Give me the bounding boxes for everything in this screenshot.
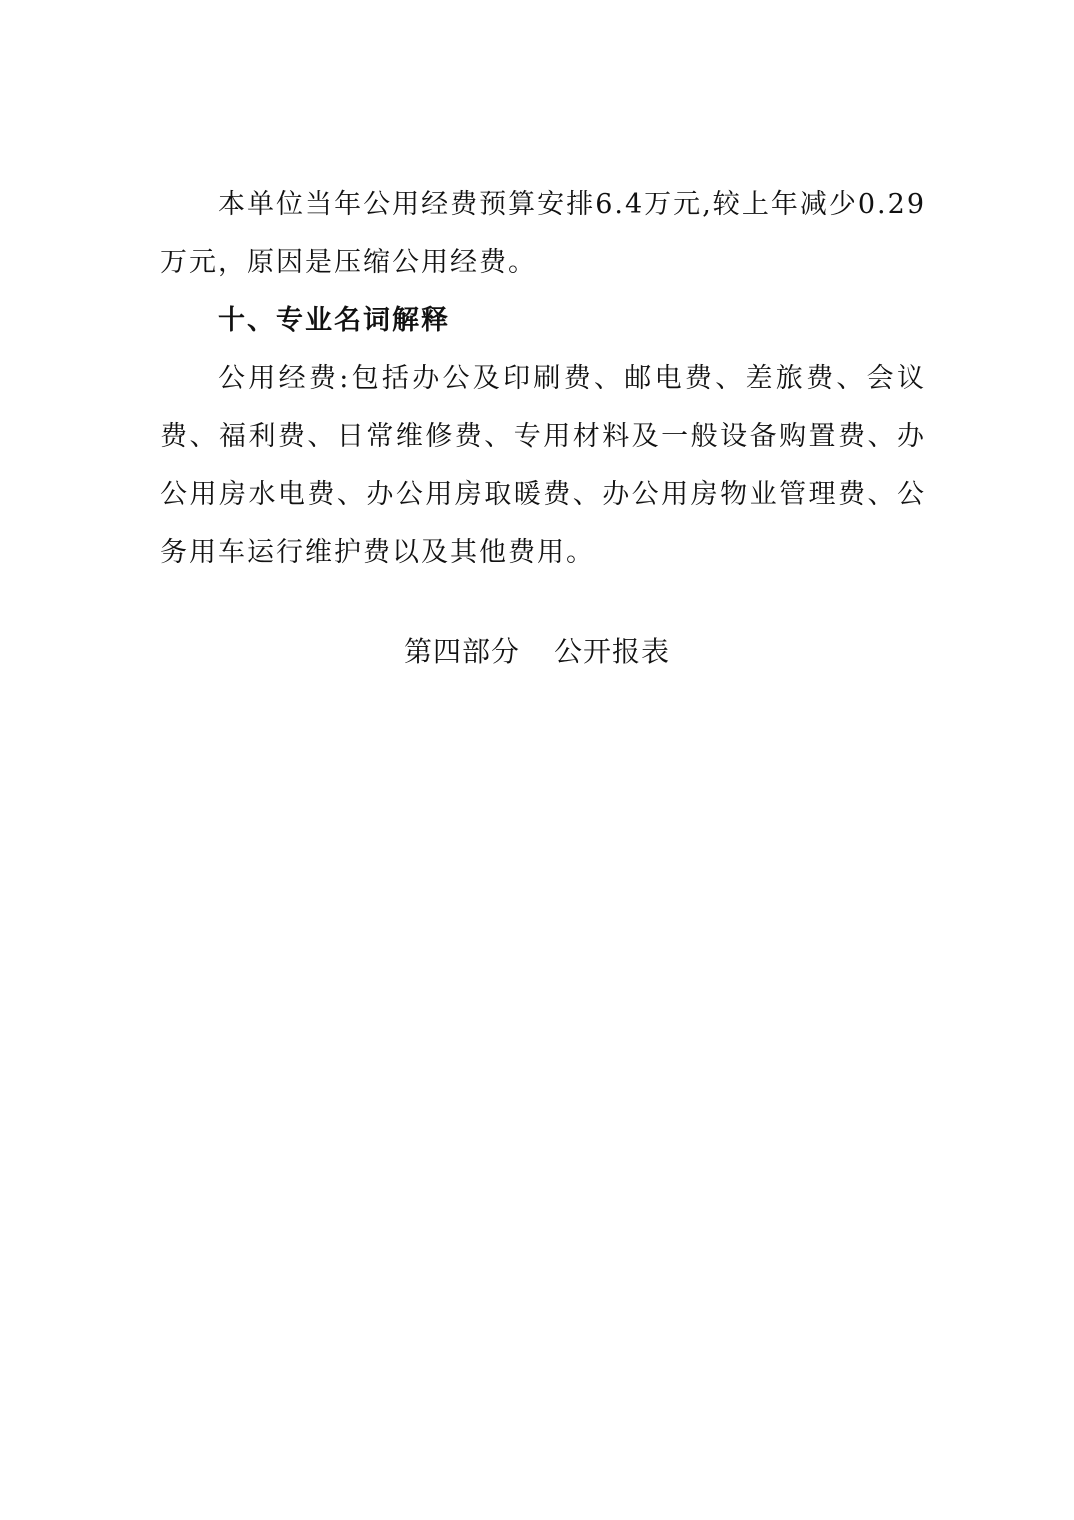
part-title-name: 公开报表	[554, 635, 671, 668]
section-heading-terms: 十、专业名词解释	[218, 305, 450, 336]
part-title-number: 第四部分	[403, 635, 520, 668]
part-four-title	[0, 630, 1074, 674]
public-expense-definition-paragraph: 公用经费:包括办公及印刷费、邮电费、差旅费、会议费、福利费、日常维修费、专用材料及一般设备购置费、办公用房水电费、办公用房取暖费、办公用房物业管理费、公务用车运行维护费以及其他费用。	[160, 363, 926, 568]
document-body	[160, 176, 926, 582]
public-expense-budget-paragraph: 本单位当年公用经费预算安排6.4万元,较上年减少0.29万元，原因是压缩公用经费。	[160, 189, 926, 278]
